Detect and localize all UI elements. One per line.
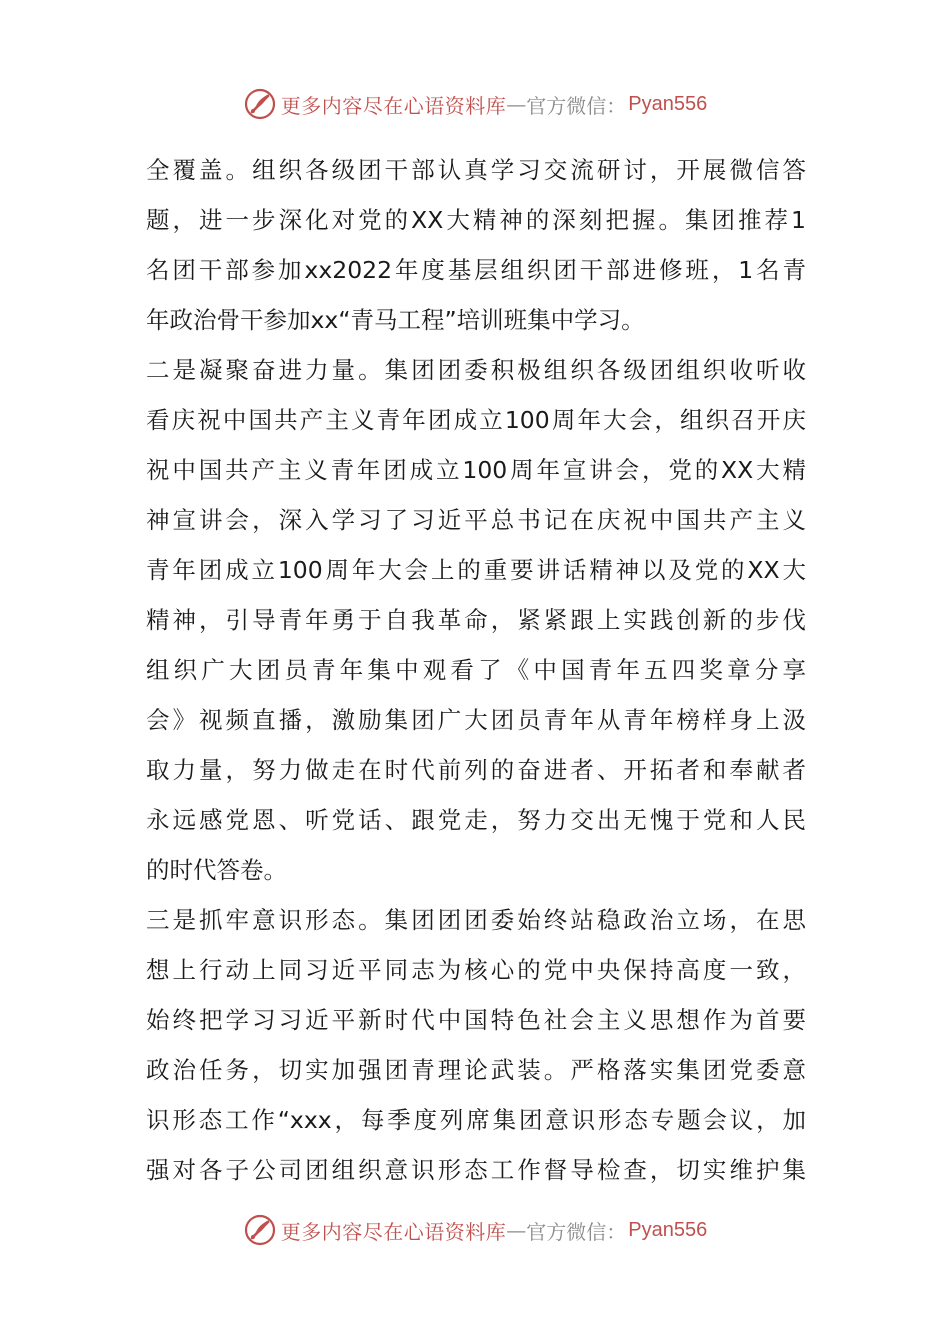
text-line: 始终把学习习近平新时代中国特色社会主义思想作为首要 xyxy=(146,1006,806,1034)
text-line: 名团干部参加xx2022年度基层组织团干部进修班，1名青 xyxy=(146,256,806,284)
text-line: 永远感党恩、听党话、跟党走，努力交出无愧于党和人民 xyxy=(146,806,806,834)
text-line: 政治任务，切实加强团青理论武装。严格落实集团党委意 xyxy=(146,1056,806,1084)
watermark-official-label: 官方微信： xyxy=(526,93,627,118)
text-line: 神宣讲会，深入学习了习近平总书记在庆祝中国共产主义 xyxy=(146,506,806,534)
text-line: 青年团成立100周年大会上的重要讲话精神以及党的XX大 xyxy=(146,556,806,584)
text-line: 取力量，努力做走在时代前列的奋进者、开拓者和奉献者 xyxy=(146,756,806,784)
text-line: 祝中国共产主义青年团成立100周年宣讲会，党的XX大精 xyxy=(146,456,806,484)
watermark-main-text: 更多内容尽在心语资料库 xyxy=(280,1219,507,1244)
watermark-main-text: 更多内容尽在心语资料库 xyxy=(280,93,507,118)
text-line: 的时代答卷。 xyxy=(146,856,287,884)
text-line: 三是抓牢意识形态。集团团团委始终站稳政治立场，在思 xyxy=(146,906,806,934)
quill-logo-icon xyxy=(243,87,277,121)
text-line: 会》视频直播，激励集团广大团员青年从青年榜样身上汲 xyxy=(146,706,806,734)
watermark-footer xyxy=(0,1212,950,1248)
watermark-dash: — xyxy=(506,92,527,116)
document-body xyxy=(146,145,806,1195)
text-line: 识形态工作“xxx，每季度列席集团意识形态专题会议，加 xyxy=(146,1106,806,1134)
watermark-wechat-id: Pyan556 xyxy=(628,92,708,115)
text-line: 二是凝聚奋进力量。集团团委积极组织各级团组织收听收 xyxy=(146,356,806,384)
text-line: 看庆祝中国共产主义青年团成立100周年大会，组织召开庆 xyxy=(146,406,806,434)
text-line: 年政治骨干参加xx“青马工程”培训班集中学习。 xyxy=(146,306,645,334)
watermark-dash: — xyxy=(506,1218,527,1242)
text-line: 精神，引导青年勇于自我革命，紧紧跟上实践创新的步伐 xyxy=(146,606,806,634)
text-line: 题，进一步深化对党的XX大精神的深刻把握。集团推荐1 xyxy=(146,206,806,234)
text-line: 组织广大团员青年集中观看了《中国青年五四奖章分享 xyxy=(146,656,806,684)
watermark-wechat-id: Pyan556 xyxy=(628,1218,708,1241)
quill-logo-icon xyxy=(243,1213,277,1247)
watermark-official-label: 官方微信： xyxy=(526,1219,627,1244)
text-line: 全覆盖。组织各级团干部认真学习交流研讨，开展微信答 xyxy=(146,156,806,184)
text-line: 想上行动上同习近平同志为核心的党中央保持高度一致， xyxy=(146,956,806,984)
watermark-header xyxy=(0,86,950,122)
text-line: 强对各子公司团组织意识形态工作督导检查，切实维护集 xyxy=(146,1156,806,1184)
